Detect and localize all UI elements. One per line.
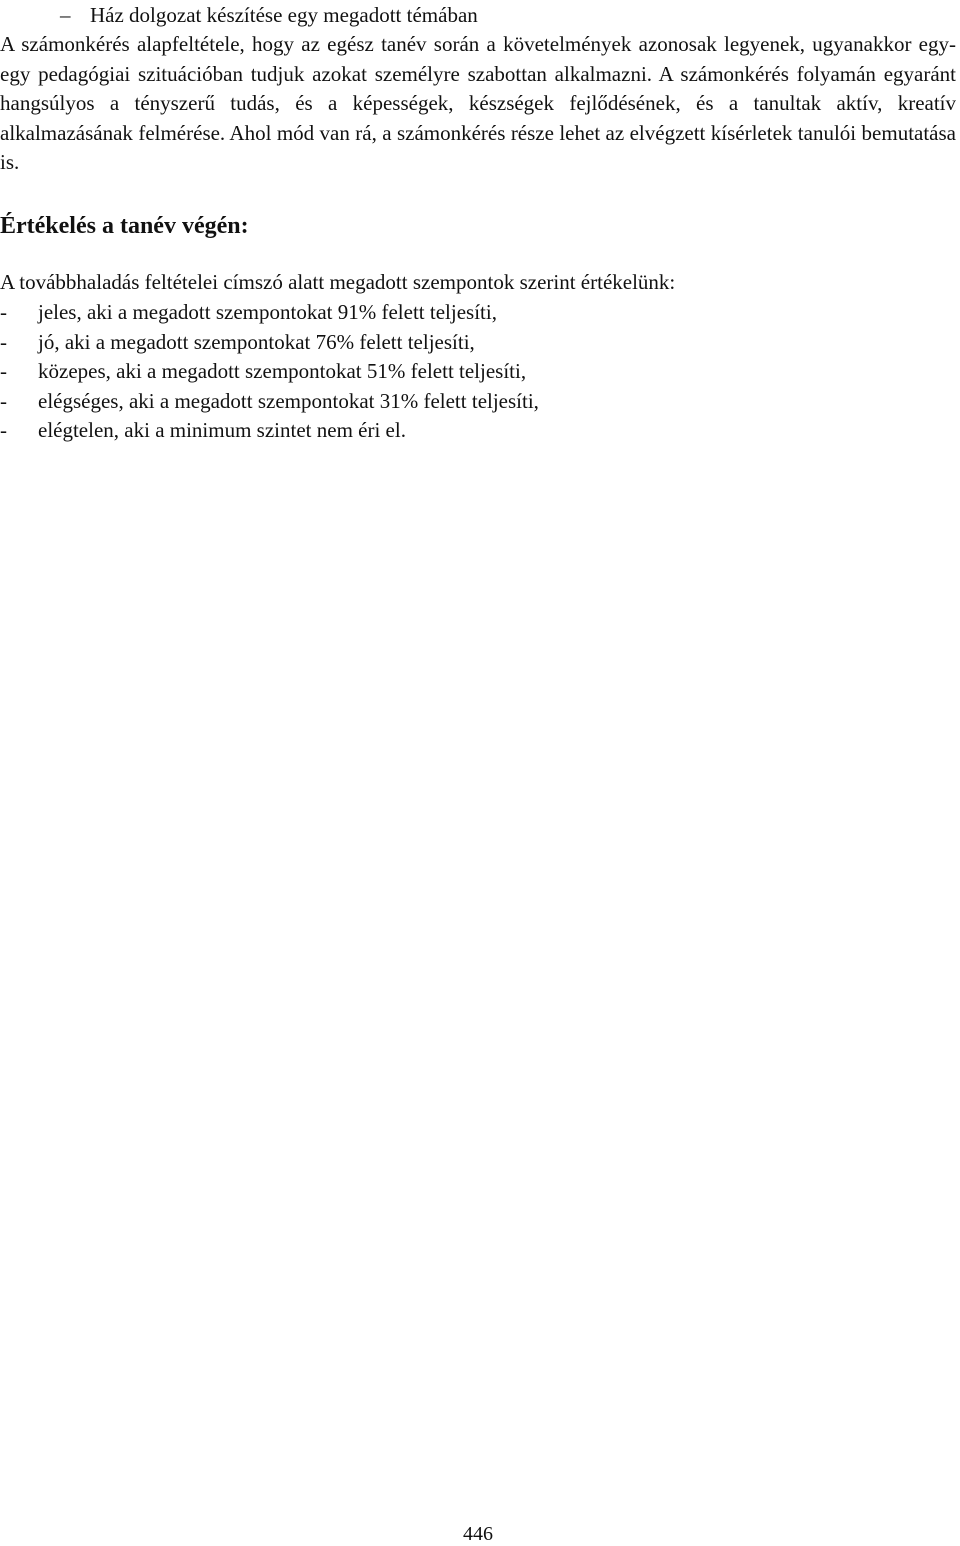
- grading-intro: A továbbhaladás feltételei címszó alatt megadott szempontok szerint értékelünk:: [0, 270, 676, 294]
- grade-text: közepes, aki a megadott szempontokat 51% felett teljesíti,: [38, 359, 527, 384]
- grade-item-elegtelen: [0, 416, 539, 446]
- grade-text: elégtelen, aki a minimum szintet nem éri el.: [38, 418, 406, 443]
- dash-marker: –: [60, 3, 71, 27]
- body-paragraph: A számonkérés alapfeltétele, hogy az egész tanév során a követelmények azonosak legyenek, ugyanakkor egy-egy pedagógiai szituációban tudjuk azokat személyre szabottan alkalmazni. A számonkérés folyamán egyaránt hangsúlyos a tényszerű tudás, és a képességek, készségek fejlődésének, és a tanultak aktív, kreatív alkalmazásának felmérése. Ahol mód van rá, a számonkérés része lehet az elvégzett kísérletek tanulói bemutatása is.: [0, 32, 956, 175]
- grade-bullet: -: [0, 418, 7, 443]
- grade-item-jeles: [0, 298, 539, 328]
- grade-bullet: -: [0, 388, 7, 413]
- grade-item-jo: [0, 328, 539, 358]
- dash-list-item-text: Ház dolgozat készítése egy megadott témában: [90, 3, 478, 27]
- grade-text: jó, aki a megadott szempontokat 76% felett teljesíti,: [38, 329, 475, 354]
- grade-bullet: -: [0, 300, 7, 324]
- dash-list-item: [60, 1, 478, 29]
- grade-text: elégséges, aki a megadott szempontokat 31% felett teljesíti,: [38, 388, 539, 413]
- grade-list: [0, 298, 539, 446]
- grade-bullet: -: [0, 329, 7, 354]
- grade-item-kozepes: [0, 357, 539, 387]
- section-heading: Értékelés a tanév végén:: [0, 213, 249, 239]
- grade-item-elegseges: [0, 387, 539, 417]
- page-number: 446: [463, 1523, 493, 1545]
- grade-text: jeles, aki a megadott szempontokat 91% felett teljesíti,: [38, 300, 497, 324]
- grade-bullet: -: [0, 359, 7, 384]
